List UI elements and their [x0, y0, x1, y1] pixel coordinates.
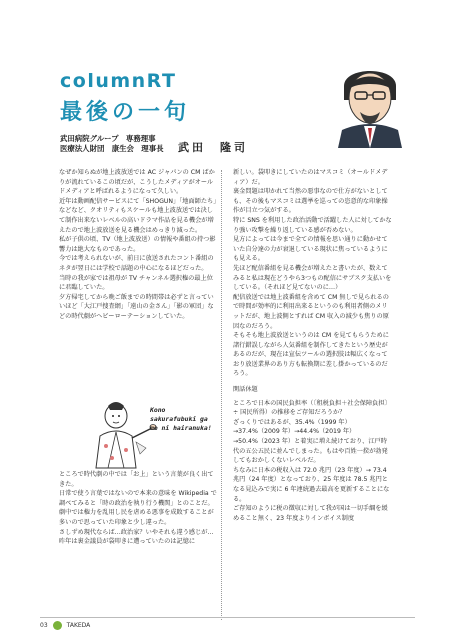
paragraph: ところで日本の国民負担率（〔租税負担＋社会保障負担〕÷ 国民所得）の推移をご存知だろうか？	[233, 399, 391, 417]
footer	[40, 621, 90, 630]
paragraph: さしずめ現代ならば…政治家？いやそれも違う感じが…	[59, 528, 214, 536]
paragraph: 当時の我が家では祖母が TV チャンネル選択権の最上位に君臨していた。	[59, 274, 213, 292]
right-column	[233, 168, 393, 523]
paragraph: 昨年は裏金議員が袋叩きに遭っていたのは記憶に	[59, 538, 196, 546]
paragraph: 近年は動画配信サービスにて「SHOGUN」「地面師たち」などなど、クオリティもスケールも地上波放送では決して制作出来ないレベルの高いドラマ作品を見る機会が増えたので地上波放送を見る機会はめっきり減った。	[59, 197, 217, 234]
paragraph: 先ほど配信番組を見る機会が増えたと書いたが、数えてみると私は現在どうやら3つもの配信にサブスク支払いをしている。（それほど見てないのに…）	[233, 264, 392, 292]
paragraph: そもそも地上波放送というのは CM を見てもらうために諸行錯誤しながら人気番組を制作してきたという歴史があるのだが、現在は宣伝ツールの選択肢は幅広くなっており放送業界のあり方も転換期に差し掛かっているのだろう。	[233, 332, 389, 378]
paragraph: 私が子供の頃、TV（地上波放送）の情報や番組の持つ影響力は絶大なものであった。	[59, 236, 216, 253]
paragraph: 劇中では権力を乱用し民を虐める悪事を成敗することが多いので思っていた印象と少し違った。	[59, 509, 214, 526]
speech-line: me ni hairanuka!	[150, 424, 212, 432]
paragraph: 配信放送では地上波番組を含めて CM 無しで見られるので時間が効率的に利用出来るというのも利用者側のメリットだが、地上波側とすれば CM 収入の減少も焦りの原因なのだろう。	[233, 293, 389, 330]
page-title: 最後の一句	[60, 100, 191, 125]
left-column	[59, 168, 219, 322]
speech-bubble-text	[150, 406, 212, 433]
paragraph: ところで時代劇の中では「お上」という言葉が良く出てきた。	[59, 471, 214, 488]
section-heading: 閑話休題	[233, 386, 258, 394]
paragraph: 特に SNS を利用した政治活動で活躍した人に対してかなり強い攻撃を繰り返している感が否めない。	[233, 216, 392, 234]
page-number: 03	[40, 622, 48, 629]
left-column-bottom	[59, 470, 219, 547]
speech-line: Kono	[150, 406, 166, 414]
speech-line: sakurafubuki ga	[150, 415, 208, 423]
author-portrait	[330, 60, 410, 148]
paragraph: 夕方帰宅してから晩ご飯までの時間帯は必ずと言っていいほど「大江戸捜査網」「遠山の金さん」「影の軍団」などの時代劇がヘビーローテーションしていた。	[59, 293, 214, 320]
paragraph: 見方によっては今まで全ての情報を思い通りに動かせていた自分達の力が衰退している現状に焦っているようにも見える。	[233, 236, 388, 263]
paragraph: ご存知のように税の徴収に対して我が国は一切手綱を緩めること無く、23 年度よりインボイス制度	[233, 505, 388, 522]
author-affiliation	[60, 134, 163, 154]
paragraph: ざっくりではあるが、35.4%（1999 年）→37.4%（2009 年）→44.4%（2019 年）→50.4%（2023 年）と着実に増え続けており、江戸時代の五公五民に並んでしまった。もはや百姓一揆が勃発してもおかしくないレベルだ。	[233, 418, 388, 465]
brand-logo-icon	[53, 621, 62, 630]
paragraph: 今では考えられないが、前日に放送されたコント番組のネタが翌日には学校で話題の中心になるほどだった。	[59, 255, 214, 272]
affiliation-line-2: 医療法人財団 康生会 理事長	[60, 144, 164, 153]
footer-rule	[40, 617, 415, 618]
column-divider	[221, 170, 222, 620]
paragraph: なぜか知らぬが地上波放送では AC ジャパンの CM ばかりが流れているこの頃だが、こうしたメディアがオールドメディアと呼ばれるようになって久しい。	[59, 169, 215, 196]
brand-name: TAKEDA	[66, 622, 91, 629]
paragraph: 裏金問題は叩かれて当然の悪事なので仕方がないとしても、その後もマスコミは選挙を巡っての恣意的な印象操作が目立つ気がする。	[233, 188, 388, 215]
paragraph: 日常で使う言葉ではないので本来の意味を Wikipedia で調べてみると「時の政治を執り行う機関」とのことだ。	[59, 490, 217, 507]
affiliation-line-1: 武田病院グループ 専務理事	[60, 134, 156, 143]
paragraph: ちなみに日本の税収入は 72.0 兆円（23 年度）→ 73.4 兆円（24 年度）となっており、25 年度は 78.5 兆円となる見込みで実に 6 年連続過去最高を更新することになる。	[233, 466, 390, 503]
column-label: columnRT	[60, 70, 177, 92]
author-name: 武田 隆司	[178, 141, 248, 154]
paragraph: 新しい。袋叩きにしていたのはマスコミ（オールドメディア）だ。	[233, 169, 388, 186]
